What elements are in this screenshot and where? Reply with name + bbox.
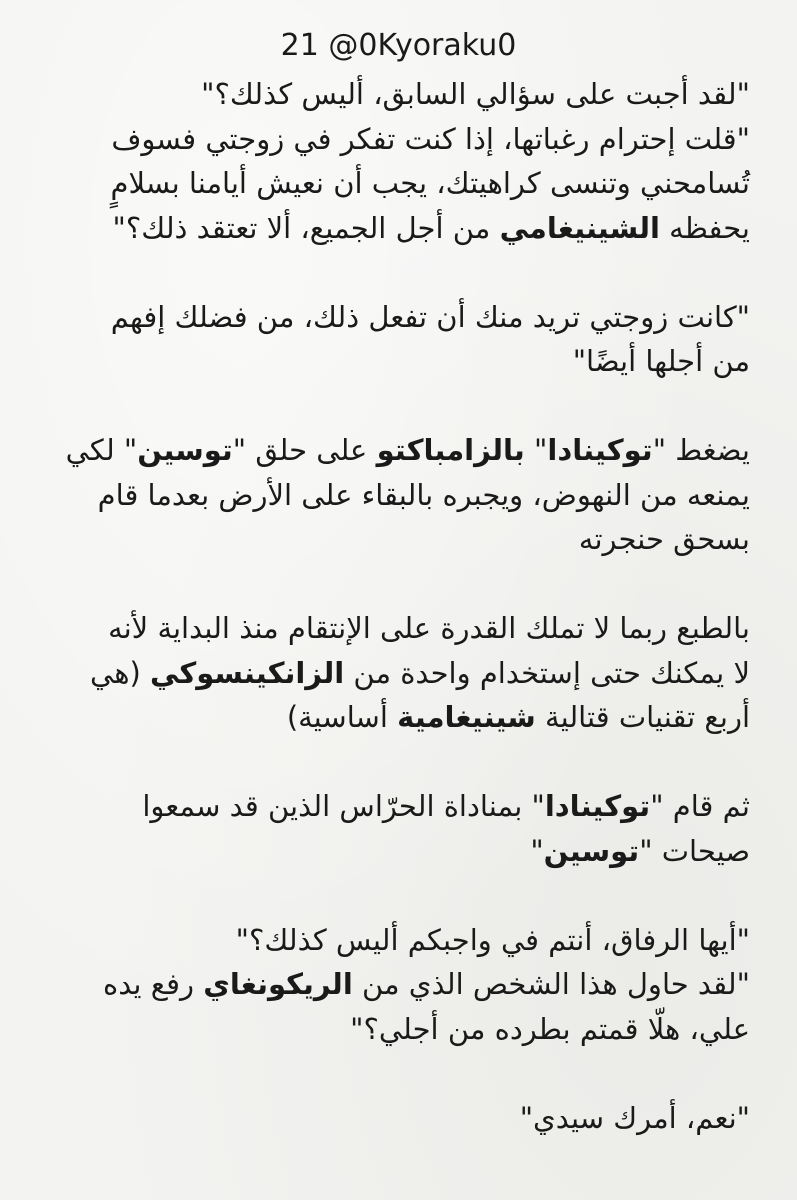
text-segment: من أجلها أيضًا": [572, 344, 750, 378]
paragraph: [60, 606, 750, 740]
text-segment: علي، هلّا قمتم بطرده من أجلي؟": [350, 1011, 750, 1046]
text-segment: صيحات ": [639, 833, 750, 868]
text-segment: "كانت زوجتي تريد منك أن تفعل ذلك، من فضلك إفهم: [110, 299, 750, 334]
text-line: [60, 651, 750, 696]
text-segment: (هي: [90, 655, 151, 690]
text-line: [60, 517, 750, 562]
text-segment: يحفظه: [659, 210, 750, 245]
text-segment: "قلت إحترام رغباتها، إذا كنت تفكر في زوجتي فسوف: [111, 121, 750, 156]
text-segment: أساسية): [286, 700, 398, 734]
bold-term: الزانكينسوكي: [150, 655, 345, 690]
text-segment: "نعم، أمرك سيدي": [519, 1100, 750, 1135]
text-line: [60, 295, 750, 340]
text-line: [60, 428, 750, 473]
text-line: [60, 72, 750, 117]
text-line: [60, 161, 750, 206]
bold-term: توكينادا: [547, 433, 653, 467]
text-line: [60, 1096, 750, 1141]
text-segment: من أجل الجميع، ألا تعتقد ذلك؟": [112, 210, 500, 245]
bold-term: الريكونغاي: [203, 967, 353, 1001]
text-line: [60, 473, 750, 518]
text-line: [60, 1007, 750, 1052]
paragraph: [60, 72, 750, 250]
text-segment: لا يمكنك حتى إستخدام واحدة من: [344, 655, 750, 690]
bold-term: توكينادا: [544, 789, 651, 823]
text-segment: على حلق ": [232, 433, 377, 467]
text-segment: " لكي: [65, 433, 138, 467]
text-line: [60, 784, 750, 829]
text-segment: ": [524, 433, 548, 467]
bold-term: بالزامباكتو: [376, 433, 525, 467]
text-segment: بسحق حنجرته: [578, 522, 750, 556]
text-segment: أربع تقنيات قتالية: [535, 700, 750, 734]
paragraph: [60, 918, 750, 1052]
paragraph: [60, 784, 750, 873]
story-text: [60, 72, 750, 1140]
text-line: [60, 117, 750, 162]
text-segment: تُسامحني وتنسى كراهيتك، يجب أن نعيش أيامنا بسلامٍ: [110, 166, 750, 200]
text-line: [60, 339, 750, 384]
text-line: [60, 606, 750, 651]
text-segment: ثم قام ": [650, 789, 750, 823]
text-line: [60, 962, 750, 1007]
bold-term: توسين: [543, 833, 640, 868]
paragraph: [60, 295, 750, 384]
text-segment: رفع يده: [103, 967, 204, 1001]
text-line: [60, 829, 750, 874]
page-title: 21 @0Kyoraku0: [280, 28, 517, 63]
text-line: [60, 206, 750, 251]
bold-term: الشينيغامي: [499, 210, 660, 245]
text-segment: بالطبع ربما لا تملك القدرة على الإنتقام منذ البداية لأنه: [108, 611, 750, 645]
text-segment: "لقد حاول هذا الشخص الذي من: [352, 967, 750, 1001]
text-line: [60, 695, 750, 740]
text-segment: ": [530, 833, 544, 868]
text-segment: يمنعه من النهوض، ويجبره بالبقاء على الأرض بعدما قام: [97, 477, 750, 512]
text-line: [60, 918, 750, 963]
bold-term: شينيغامية: [397, 700, 536, 734]
text-segment: "أيها الرفاق، أنتم في واجبكم أليس كذلك؟": [235, 922, 750, 957]
paragraph: [60, 428, 750, 562]
text-segment: يضغط ": [652, 433, 750, 467]
bold-term: توسين: [137, 433, 233, 467]
paragraph: [60, 1096, 750, 1141]
text-segment: "لقد أجبت على سؤالي السابق، أليس كذلك؟": [201, 77, 750, 111]
text-segment: " بمناداة الحرّاس الذين قد سمعوا: [142, 789, 545, 823]
